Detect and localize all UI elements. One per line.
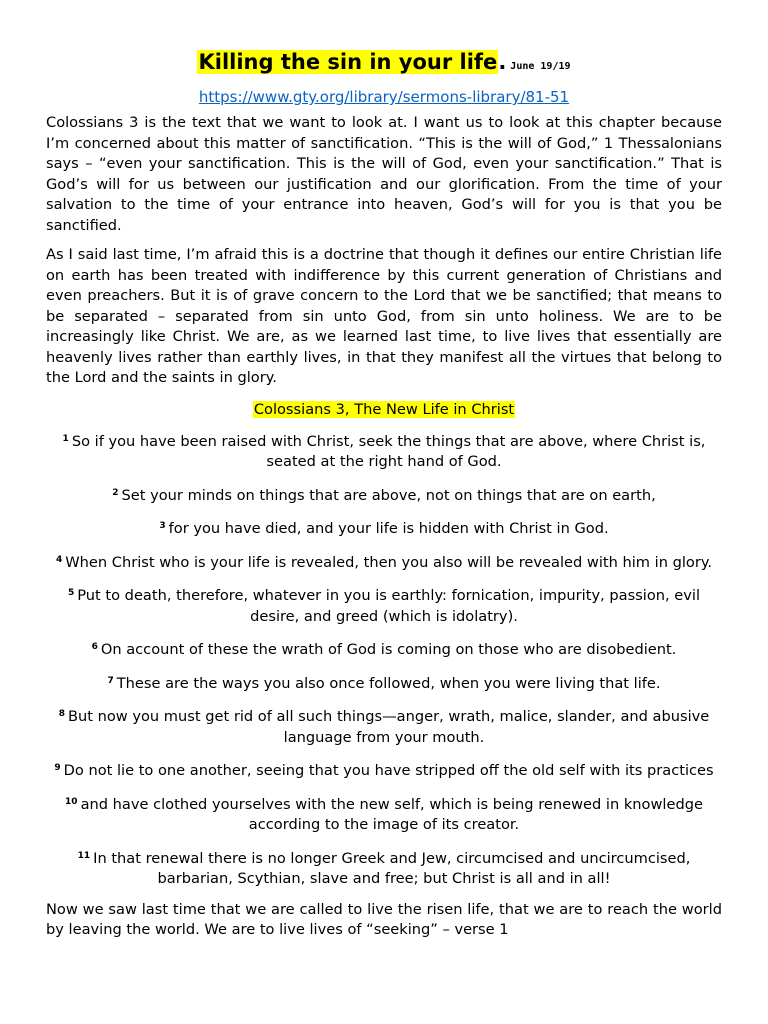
verse-text: and have clothed yourselves with the new self, which is being renewed in knowledge according to the image of its creator. xyxy=(80,795,703,833)
verse-text: In that renewal there is no longer Greek and Jew, circumcised and uncircumcised, barbarian, Scythian, slave and free; but Christ is all and in all! xyxy=(93,849,691,887)
second-paragraph: As I said last time, I’m afraid this is a doctrine that though it defines our entire Christian life on earth has been treated with indifference by this current generation of Christians and even preachers. But it is of grave concern to the Lord that we be sanctified; that means to be separated – separated from sin unto God, from sin unto holiness. We are to be increasingly like Christ. We are, as we learned last time, to live lives that essentially are heavenly lives rather than earthly lives, in that they manifest all the virtues that belong to the Lord and the saints in glory. xyxy=(46,246,722,386)
verse-number: 3 xyxy=(159,521,166,531)
verse-text: for you have died, and your life is hidden with Christ in God. xyxy=(168,520,609,537)
section-heading: Colossians 3, The New Life in Christ xyxy=(253,400,515,418)
verse-2 xyxy=(46,483,722,507)
verse-text: So if you have been raised with Christ, seek the things that are above, where Christ is, seated at the right hand of God. xyxy=(71,432,706,470)
verse-8 xyxy=(46,704,722,748)
verse-number: 11 xyxy=(77,850,91,861)
verse-6 xyxy=(46,637,722,661)
title-period: . xyxy=(498,50,507,74)
verse-text: When Christ who is your life is revealed, then you also will be revealed with him in glory. xyxy=(65,553,713,571)
title-line xyxy=(46,48,722,81)
verse-number: 10 xyxy=(65,796,78,807)
verse-text: On account of these the wrath of God is coming on those who are disobedient. xyxy=(100,641,677,658)
verse-11 xyxy=(46,846,722,890)
verse-4 xyxy=(46,550,722,574)
verse-text: These are the ways you also once followed, when you were living that life. xyxy=(116,674,661,692)
verse-7 xyxy=(46,671,722,695)
verse-text: But now you must get rid of all such things—anger, wrath, malice, slander, and abusive language from your mouth. xyxy=(67,708,710,746)
document-date: June 19/19 xyxy=(510,61,571,72)
verse-number: 6 xyxy=(91,642,98,652)
verse-number: 7 xyxy=(107,675,114,686)
verse-number: 2 xyxy=(112,487,119,498)
verse-number: 1 xyxy=(62,433,69,444)
verse-number: 4 xyxy=(55,554,63,565)
verse-text: Set your minds on things that are above, not on things that are on earth, xyxy=(121,486,656,504)
document-title: Killing the sin in your life xyxy=(198,50,498,74)
verse-3 xyxy=(46,516,722,540)
intro-paragraph: Colossians 3 is the text that we want to look at. I want us to look at this chapter because I’m concerned about this matter of sanctification. “This is the will of God,” 1 Thessalonians says – “even your sanctification. This is the will of God, even your sanctification.” That is God’s will for us between our justification and our glorification. From the time of your salvation to the time of your entrance into heaven, God’s will for you is that you be sanctified. xyxy=(46,114,722,234)
verse-1 xyxy=(46,429,722,473)
document-page xyxy=(46,48,722,941)
verse-text: Put to death, therefore, whatever in you is earthly: fornication, impurity, passion, evil desire, and greed (which is idolatry). xyxy=(77,587,701,625)
verse-number: 9 xyxy=(54,763,61,773)
closing-paragraph: Now we saw last time that we are called to live the risen life, that we are to reach the world by leaving the world. We are to live lives of “seeking” – verse 1 xyxy=(46,900,722,938)
verse-number: 8 xyxy=(58,709,65,719)
link-line xyxy=(46,87,722,107)
verse-9 xyxy=(46,758,722,782)
verse-list xyxy=(46,429,722,890)
verse-text: Do not lie to one another, seeing that you have stripped off the old self with its practices xyxy=(63,762,714,779)
sermon-link[interactable]: https://www.gty.org/library/sermons-library/81-51 xyxy=(198,88,570,106)
section-heading-line xyxy=(46,400,722,420)
verse-number: 5 xyxy=(67,588,75,598)
verse-5 xyxy=(46,583,722,627)
verse-10 xyxy=(46,792,722,836)
